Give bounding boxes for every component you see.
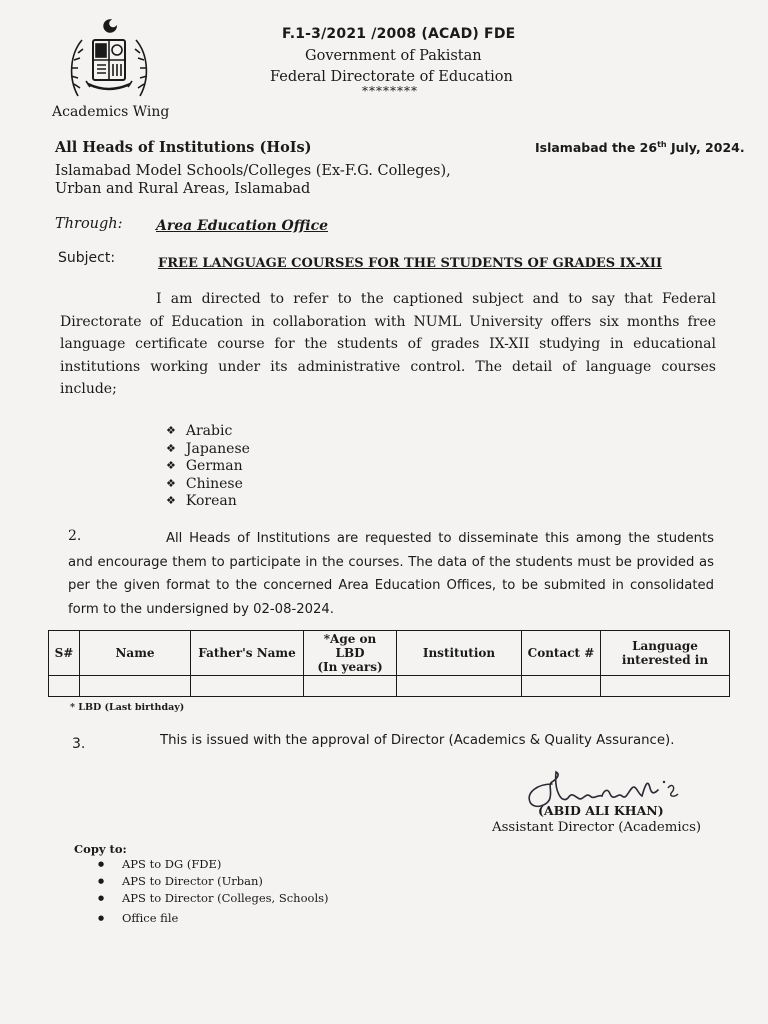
- col-father-name: Father's Name: [191, 631, 304, 676]
- table-footnote: * LBD (Last birthday): [70, 702, 185, 713]
- table-cell: [397, 676, 522, 697]
- table-cell: [522, 676, 601, 697]
- list-item: ❖ Arabic: [166, 423, 250, 441]
- signatory-name: (ABID ALI KHAN): [538, 803, 664, 818]
- recipient-line-2: Islamabad Model Schools/Colleges (Ex-F.G. Colleges),: [55, 163, 451, 179]
- copy-to-list: [98, 856, 329, 927]
- recipient-line-1: All Heads of Institutions (HoIs): [55, 139, 312, 156]
- subject-value: FREE LANGUAGE COURSES FOR THE STUDENTS OF GRADES IX-XII: [158, 256, 663, 271]
- through-value: Area Education Office: [156, 218, 329, 234]
- government-title: Government of Pakistan: [305, 48, 482, 64]
- table-cell: [191, 676, 304, 697]
- table-row: [49, 676, 730, 697]
- table-cell: [49, 676, 80, 697]
- recipient-line-3: Urban and Rural Areas, Islamabad: [55, 181, 311, 197]
- subject-label: Subject:: [58, 250, 116, 266]
- header-separator: ********: [362, 84, 418, 98]
- paragraph-1: I am directed to refer to the captioned subject and to say that Federal Directorate of Education in collaboration with NUML University offers six months free language certificate course for the students of grades IX-XII studying in educational institutions working under its administrative control. The detail of language courses include;: [60, 291, 716, 397]
- list-item: ❖ German: [166, 458, 250, 476]
- col-name: Name: [80, 631, 191, 676]
- paragraph-2: All Heads of Institutions are requested to disseminate this among the students and encourage them to participate in the courses. The data of the students must be provided as per the given format to the concerned Area Education Offices, to be submited in consolidated form to the undersigned by 02-08-2024.: [68, 531, 714, 617]
- directorate-title: Federal Directorate of Education: [270, 69, 513, 85]
- list-item: ● APS to DG (FDE): [98, 856, 329, 873]
- col-contact: Contact #: [522, 631, 601, 676]
- signatory-designation: Assistant Director (Academics): [492, 820, 702, 835]
- table-header-row: [49, 631, 730, 676]
- table-cell: [304, 676, 397, 697]
- letter-date: Islamabad the 26th July, 2024.: [535, 140, 745, 156]
- list-item: ● APS to Director (Colleges, Schools): [98, 890, 329, 907]
- student-data-table: [48, 630, 730, 697]
- table-cell: [80, 676, 191, 697]
- list-item: ❖ Chinese: [166, 476, 250, 494]
- list-item: ● APS to Director (Urban): [98, 873, 329, 890]
- through-label: Through:: [55, 216, 123, 232]
- col-age: *Age on LBD (In years): [304, 631, 397, 676]
- language-list: [166, 423, 250, 511]
- col-language: Language interested in: [601, 631, 730, 676]
- paragraph-3-number: 3.: [72, 736, 86, 752]
- paragraph-3: This is issued with the approval of Director (Academics & Quality Assurance).: [160, 733, 675, 748]
- col-institution: Institution: [397, 631, 522, 676]
- reference-number: F.1-3/2021 /2008 (ACAD) FDE: [282, 26, 516, 42]
- list-item: ● Office file: [98, 910, 329, 927]
- col-serial: S#: [49, 631, 80, 676]
- list-item: ❖ Japanese: [166, 441, 250, 459]
- paragraph-2-number: 2.: [68, 528, 82, 544]
- state-emblem-icon: [66, 18, 152, 102]
- list-item: ❖ Korean: [166, 493, 250, 511]
- table-cell: [601, 676, 730, 697]
- wing-label: Academics Wing: [52, 104, 170, 120]
- copy-to-heading: Copy to:: [74, 842, 127, 856]
